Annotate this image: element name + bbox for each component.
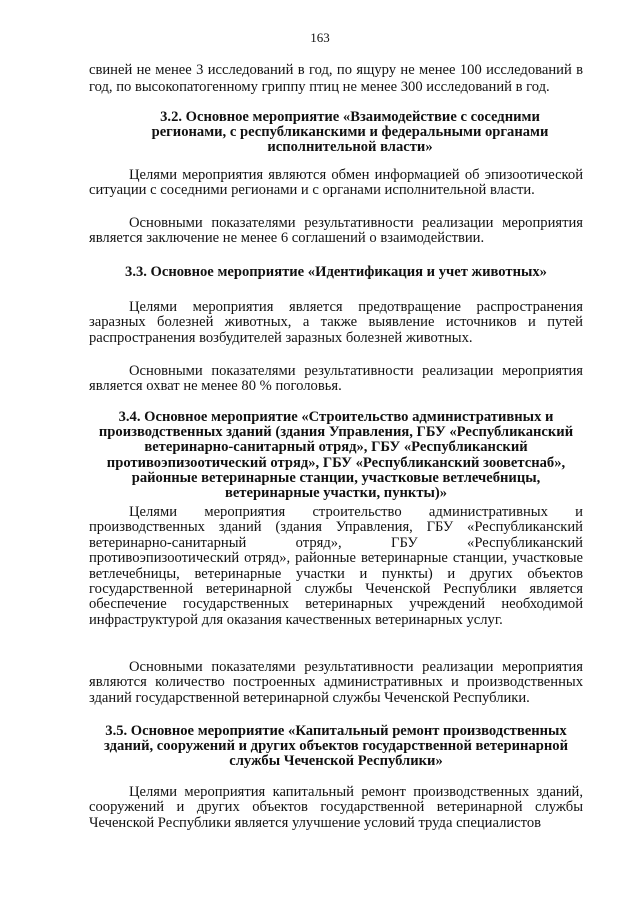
section-heading-3-2: 3.2. Основное мероприятие «Взаимодействие с соседними регионами, с республиканскими и федеральными органами исполнительной власти» [151,109,549,156]
section-3-4-indicator-paragraph: Основными показателями результативности реализации мероприятия являются количество построенных административных и производственных зданий государственной ветеринарной службы Чеченской Республики. [89,659,583,706]
page-number: 163 [310,30,330,45]
section-heading-3-5: 3.5. Основное мероприятие «Капитальный ремонт производственных зданий, сооружений и других объектов государственной ветеринарной службы Чеченской Республики» [103,723,568,770]
section-3-4-goal-paragraph: Целями мероприятия строительство административных и производственных зданий (здания Управления, ГБУ «Республиканский ветеринарно-санитарный отряд», ГБУ «Республиканский противоэпизоотический отряд», районные ветеринарные станции, участковые ветлечебницы, ветеринарные участки и пункты) и других объектов государственной ветеринарной службы Чеченской Республики является обеспечение государственных ветеринарных учреждений необходимой инфраструктурой для оказания качественных ветеринарных услуг. [89,504,583,628]
section-heading-3-3: 3.3. Основное мероприятие «Идентификация и учет животных» [125,264,547,280]
section-3-2-goal-paragraph: Целями мероприятия являются обмен информацией об эпизоотической ситуации с соседними регионами и с органами исполнительной власти. [89,167,583,199]
section-3-5-goal-paragraph: Целями мероприятия капитальный ремонт производственных зданий, сооружений и других объектов государственной ветеринарной службы Чеченской Республики является улучшение условий труда специалистов [89,784,583,831]
intro-line-1: свиней не менее 3 исследований в год, по ящуру не менее 100 исследований в [89,62,583,78]
section-3-2-indicator-paragraph: Основными показателями результативности реализации мероприятия является заключение не менее 6 соглашений о взаимодействии. [89,215,583,247]
section-3-3-goal-paragraph: Целями мероприятия является предотвращение распространения заразных болезней животных, а также выявление источников и путей распространения возбудителей заразных болезней животных. [89,299,583,346]
intro-line-2: год, по высокопатогенному гриппу птиц не менее 300 исследований в год. [89,79,550,95]
section-heading-3-4: 3.4. Основное мероприятие «Строительство административных и производственных зданий (здания Управления, ГБУ «Республиканский ветеринарно-санитарный отряд», ГБУ «Республиканский противоэпизоотический отряд», ГБУ «Республиканский зооветснаб», районные ветеринарные станции, участковые ветлечебницы, ветеринарные участки, пункты)» [98,409,574,502]
section-3-3-indicator-paragraph: Основными показателями результативности реализации мероприятия является охват не менее 80 % поголовья. [89,363,583,395]
